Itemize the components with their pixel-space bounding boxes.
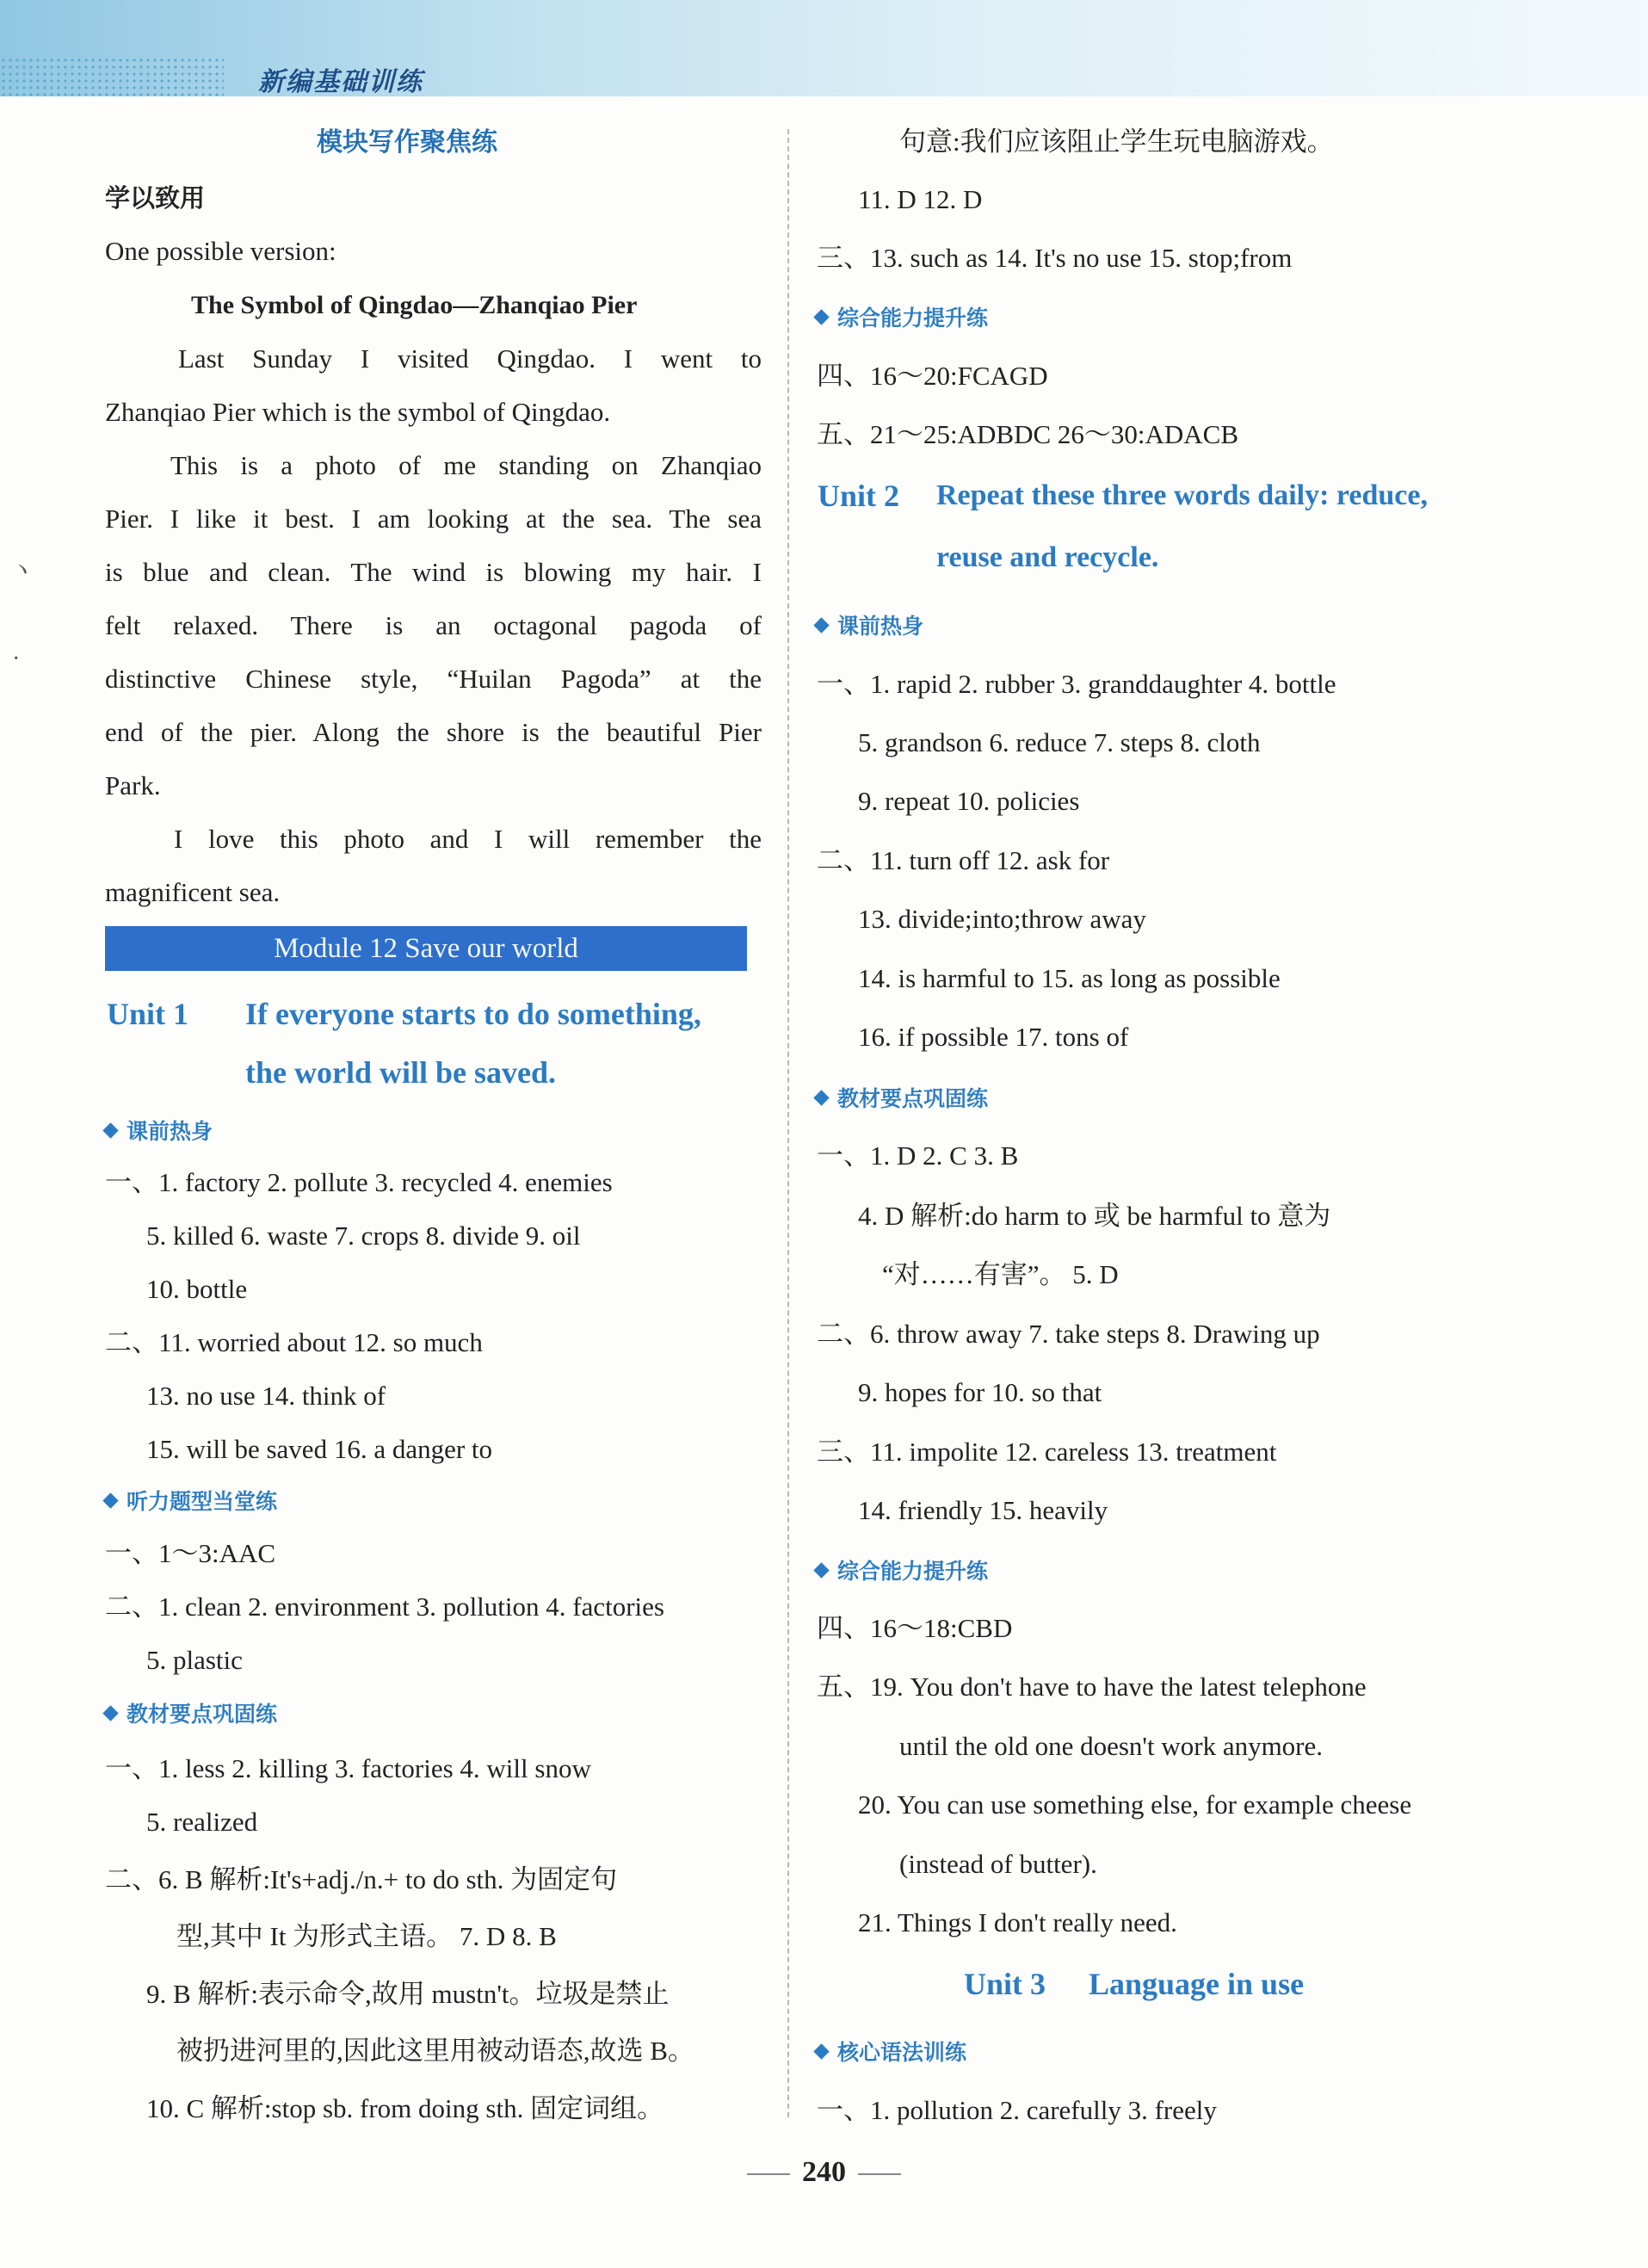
tag-warmup: 课前热身 (102, 1115, 213, 1149)
margin-mark: ヽ (10, 557, 35, 584)
learn-apply-heading: 学以致用 (105, 183, 206, 213)
answer-line: 14. friendly 15. heavily (858, 1495, 1108, 1525)
margin-dot: · (12, 646, 21, 672)
tag-warmup: 课前热身 (812, 609, 923, 644)
series-title: 新编基础训练 (258, 67, 423, 97)
essay-line: Park. (105, 770, 161, 800)
writing-section-title: 模块写作聚焦练 (317, 127, 497, 158)
answer-line: 9. B 解析:表示命令,故用 mustn't。垃圾是禁止 (146, 1979, 670, 2009)
tag-textbook: 教材要点巩固练 (102, 1697, 277, 1732)
answer-line: 四、16～18:CBD (817, 1613, 1013, 1643)
unit3-label: Unit 3 (964, 1967, 1046, 2001)
tag-comprehensive: 综合能力提升练 (812, 301, 988, 336)
unit2-label: Unit 2 (818, 479, 900, 513)
answer-line: 10. C 解析:stop sb. from doing sth. 固定词组。 (146, 2093, 664, 2123)
answer-line: 4. D 解析:do harm to 或 be harmful to 意为 (858, 1201, 1331, 1231)
answer-line: 三、13. such as 14. It's no use 15. stop;from (817, 243, 1293, 273)
answer-line: 11. D 12. D (858, 184, 983, 214)
diamond-icon (813, 309, 829, 324)
diamond-icon (102, 1705, 118, 1721)
tag-grammar: 核心语法训练 (812, 2036, 966, 2070)
diamond-icon (102, 1492, 118, 1508)
answer-line: 二、11. turn off 12. ask for (817, 845, 1110, 875)
essay-line: distinctive Chinese style, “Huilan Pagoda” at the (105, 664, 762, 694)
answer-line: 一、1. pollution 2. carefully 3. freely (817, 2095, 1217, 2125)
answer-line: 一、1. D 2. C 3. B (817, 1140, 1019, 1171)
essay-line: This is a photo of me standing on Zhanqiao (170, 450, 762, 480)
answer-line: 二、11. worried about 12. so much (105, 1327, 483, 1357)
answer-line: 21. Things I don't really need. (858, 1907, 1177, 1937)
diamond-icon (813, 1090, 829, 1105)
unit2-title: reuse and recycle. (936, 541, 1159, 573)
tag-listening: 听力题型当堂练 (102, 1485, 277, 1519)
answer-line: 三、11. impolite 12. careless 13. treatment (817, 1437, 1277, 1467)
tag-comprehensive: 综合能力提升练 (812, 1554, 988, 1589)
answer-line: 20. You can use something else, for example cheese (858, 1789, 1412, 1820)
answer-line: 五、21～25:ADBDC 26～30:ADACB (817, 419, 1239, 449)
essay-line: I love this photo and I will remember the (174, 824, 762, 854)
answer-line: 5. killed 6. waste 7. crops 8. divide 9. oil (146, 1221, 581, 1251)
answer-line: 15. will be saved 16. a danger to (146, 1434, 493, 1464)
diamond-icon (813, 2043, 829, 2059)
answer-line: 一、1. rapid 2. rubber 3. granddaughter 4. bottle (817, 669, 1336, 699)
unit3-title: Language in use (1089, 1967, 1305, 2001)
answer-line: until the old one doesn't work anymore. (899, 1731, 1324, 1761)
answer-line: 16. if possible 17. tons of (858, 1022, 1129, 1052)
answer-line: 5. realized (146, 1807, 258, 1837)
answer-line: 5. plastic (146, 1645, 243, 1675)
answer-line: “对……有害”。 5. D (882, 1259, 1119, 1289)
diamond-icon (813, 1562, 829, 1578)
essay-title: The Symbol of Qingdao—Zhanqiao Pier (191, 291, 638, 319)
answer-line: 一、1. factory 2. pollute 3. recycled 4. enemies (105, 1167, 613, 1197)
answer-line: 句意:我们应该阻止学生玩电脑游戏。 (899, 127, 1334, 157)
answer-line: 9. repeat 10. policies (858, 786, 1080, 816)
possible-version-label: One possible version: (105, 236, 336, 266)
unit1-label: Unit 1 (107, 997, 189, 1031)
essay-line: Zhanqiao Pier which is the symbol of Qingdao. (105, 397, 611, 427)
answer-line: 10. bottle (146, 1274, 248, 1304)
answer-line: 被扔进河里的,因此这里用被动语态,故选 B。 (176, 2036, 694, 2066)
unit1-title: the world will be saved. (245, 1055, 557, 1090)
answer-line: 13. divide;into;throw away (858, 904, 1146, 934)
answer-line: 一、1～3:AAC (105, 1538, 276, 1568)
essay-line: magnificent sea. (105, 877, 281, 907)
answer-line: 二、1. clean 2. environment 3. pollution 4. factories (105, 1591, 664, 1622)
essay-line: is blue and clean. The wind is blowing my hair. I (105, 557, 762, 587)
answer-line: 五、19. You don't have to have the latest telephone (817, 1672, 1367, 1702)
header-dot-pattern (0, 57, 224, 96)
column-divider (787, 129, 789, 2117)
answer-line: 四、16～20:FCAGD (817, 361, 1048, 391)
answer-line: 二、6. B 解析:It's+adj./n.+ to do sth. 为固定句 (105, 1864, 618, 1894)
answer-line: 一、1. less 2. killing 3. factories 4. will snow (105, 1753, 591, 1783)
answer-line: 型,其中 It 为形式主语。 7. D 8. B (176, 1921, 557, 1951)
diamond-icon (102, 1122, 118, 1138)
unit1-title: If everyone starts to do something, (245, 997, 701, 1031)
essay-line: felt relaxed. There is an octagonal pagoda of (105, 610, 762, 640)
answer-line: 14. is harmful to 15. as long as possible (858, 963, 1281, 993)
essay-line: Last Sunday I visited Qingdao. I went to (178, 343, 762, 374)
essay-line: Pier. I like it best. I am looking at the sea. The sea (105, 504, 762, 534)
answer-line: 二、6. throw away 7. take steps 8. Drawing up (817, 1319, 1320, 1349)
answer-line: (instead of butter). (899, 1849, 1097, 1879)
page-number: 240 (0, 2156, 1648, 2189)
unit2-title: Repeat these three words daily: reduce, (936, 479, 1428, 511)
module-banner: Module 12 Save our world (105, 926, 747, 971)
header-band (0, 0, 1648, 96)
tag-textbook: 教材要点巩固练 (812, 1082, 988, 1116)
diamond-icon (813, 617, 829, 633)
answer-line: 5. grandson 6. reduce 7. steps 8. cloth (858, 727, 1261, 757)
essay-line: end of the pier. Along the shore is the beautiful Pier (105, 717, 762, 747)
answer-line: 9. hopes for 10. so that (858, 1377, 1102, 1407)
answer-line: 13. no use 14. think of (146, 1381, 386, 1411)
